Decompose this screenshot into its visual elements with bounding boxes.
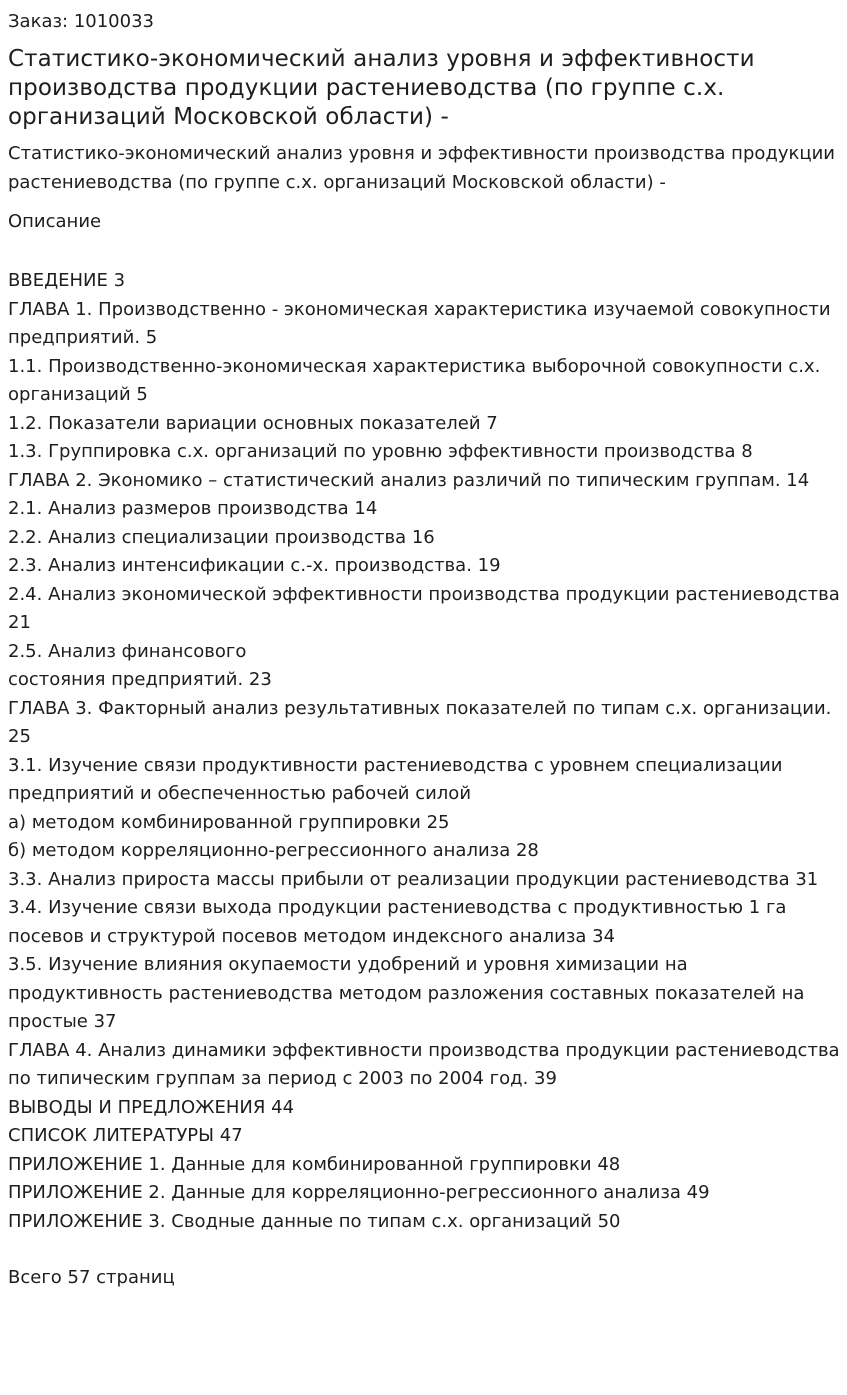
total-pages: Всего 57 страниц [8,1267,175,1288]
description-label: Описание [8,211,102,232]
page-title: Статистико-экономический анализ уровня и эффективности производства продукции растениеводства (по группе с.х. организаций Московской области) - [8,46,755,130]
table-of-contents: ВВЕДЕНИЕ 3 ГЛАВА 1. Производственно - экономическая характеристика изучаемой совокупности предприятий. 5 1.1. Производственно-экономическая характеристика выборочной совокупности с.х. организаций 5 1.2. Показатели вариации основных показателей 7 1.3. Группировка с.х. организаций по уровню эффективности производства 8 ГЛАВА 2. Экономико – статистический анализ различий по типическим группам. 14 2.1. Анализ размеров производства 14 2.2. Анализ специализации производства 16 2.3. Анализ интенсификации с.-х. производства. 19 2.4. Анализ экономической эффективности производства продукции растениеводства 21 2.5. Анализ финансового состояния предприятий. 23 ГЛАВА 3. Факторный анализ результативных показателей по типам с.х. организации. 25 3.1. Изучение связи продуктивности растениеводства с уровнем специализации предприятий и обеспеченностью рабочей силой а) методом комбинированной группировки 25 б) методом корреляционно-регрессионного анализа 28 3.3. Анализ прироста массы прибыли от реализации продукции растениеводства 31 3.4. Изучение связи выхода продукции растениеводства с продуктивностью 1 га посевов и структурой посевов методом индексного анализа 34 3.5. Изучение влияния окупаемости удобрений и уровня химизации на продуктивность растениеводства методом разложения составных показателей на простые 37 ГЛАВА 4. Анализ динамики эффективности производства продукции растениеводства по типическим группам за период с 2003 по 2004 год. 39 ВЫВОДЫ И ПРЕДЛОЖЕНИЯ 44 СПИСОК ЛИТЕРАТУРЫ 47 ПРИЛОЖЕНИЕ 1. Данные для комбинированной группировки 48 ПРИЛОЖЕНИЕ 2. Данные для корреляционно-регрессионного анализа 49 ПРИЛОЖЕНИЕ 3. Сводные данные по типам с.х. организаций 50 [8,270,840,1232]
order-number: Заказ: 1010033 [8,11,154,32]
page-subtitle: Статистико-экономический анализ уровня и эффективности производства продукции растениеводства (по группе с.х. организаций Московской области) - [8,143,835,193]
